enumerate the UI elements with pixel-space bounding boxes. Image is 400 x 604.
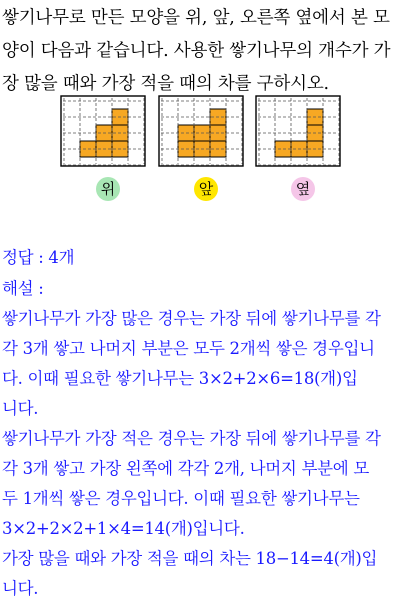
answer-result: 정답 : 4개 — [2, 248, 75, 267]
explanation-line: 다. 이때 필요한 쌓기나무는 3×2+2×6=18(개)입 — [2, 369, 358, 388]
explanation-line: 니다. — [2, 399, 39, 418]
side-view-grid — [255, 95, 341, 167]
explanation-line: 각 3개 쌓고 가장 왼쪽에 각각 2개, 나머지 부분에 모 — [2, 459, 369, 478]
view-diagrams — [0, 95, 400, 205]
answer-heading: 해설 : — [2, 279, 44, 298]
side-view — [255, 95, 351, 198]
side-view-label: 옆 — [291, 177, 315, 201]
explanation-line: 쌓기나무가 가장 적은 경우는 가장 뒤에 쌓기나무를 각 — [2, 429, 381, 448]
front-view-label: 앞 — [194, 177, 218, 201]
top-view-label: 위 — [96, 177, 120, 201]
explanation-line: 니다. — [2, 579, 39, 598]
explanation-line: 가장 많을 때와 가장 적을 때의 차는 18−14=4(개)입 — [2, 549, 378, 568]
explanation-line: 쌓기나무가 가장 많은 경우는 가장 뒤에 쌓기나무를 각 — [2, 309, 381, 328]
top-view-grid — [60, 95, 146, 167]
explanation-line: 각 3개 쌓고 나머지 부분은 모두 2개씩 쌓은 경우입니 — [2, 339, 375, 358]
top-view — [60, 95, 156, 198]
explanation-line: 3×2+2×2+1×4=14(개)입니다. — [2, 519, 245, 538]
question-text: 쌓기나무로 만든 모양을 위, 앞, 오른쪽 옆에서 본 모양이 다음과 같습니다. 사용한 쌓기나무의 개수가 가장 많을 때와 가장 적을 때의 차를 구하시오. — [2, 8, 391, 94]
front-view-grid — [158, 95, 244, 167]
front-view — [158, 95, 254, 198]
explanation-line: 두 1개씩 쌓은 경우입니다. 이때 필요한 쌓기나무는 — [2, 489, 360, 508]
